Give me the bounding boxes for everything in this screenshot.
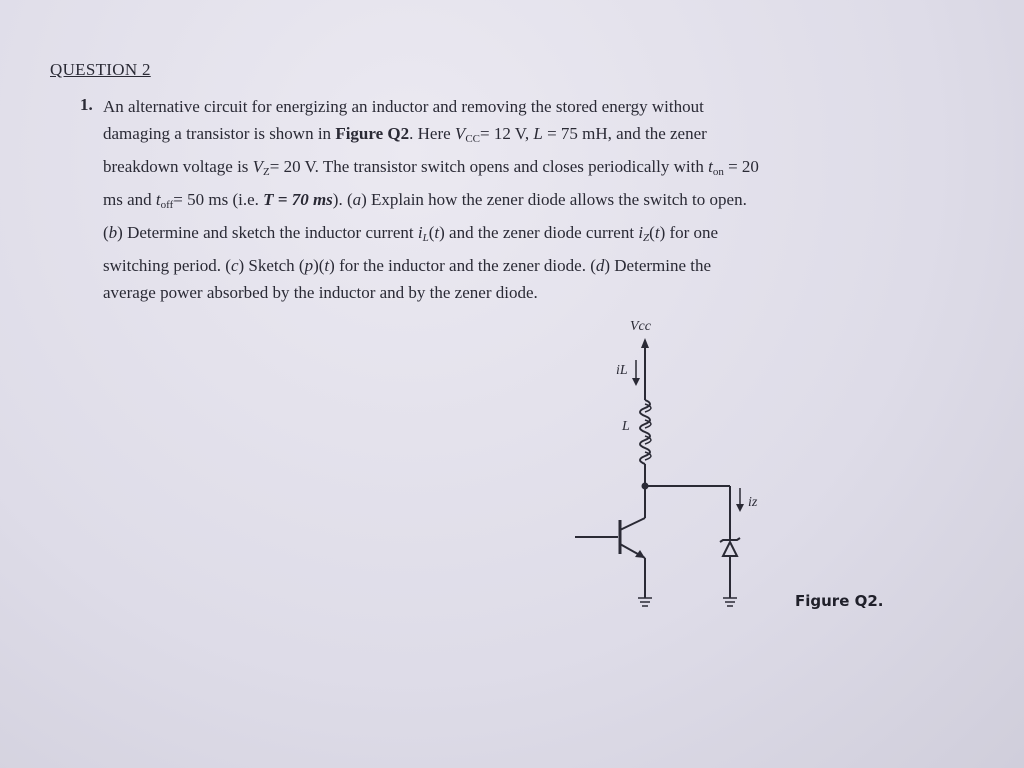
ground-icon (638, 598, 652, 606)
il-arrowhead-icon (632, 378, 640, 386)
transistor-collector-icon (620, 518, 645, 530)
iz-label: iz (748, 495, 758, 510)
question-line: ms and $t_{off}= 50$ ms (i.e. T = 70 ms). (a) Explain how the zener diode allows the switch to open. (103, 190, 747, 211)
question-line: (b) Determine and sketch the inductor current $i_L(t)$ and the zener diode current $i_Z(t)$ for one (103, 223, 719, 244)
vcc-label: Vcc (630, 319, 651, 334)
question-text (103, 93, 923, 306)
question-line: average power absorbed by the inductor and by the zener diode. (103, 283, 538, 302)
circuit-diagram (560, 300, 790, 620)
inductor-coil-icon (640, 400, 650, 464)
question-line: switching period. (c) Sketch (p)(t) for the inductor and the zener diode. (d) Determine the (103, 256, 712, 275)
iz-arrowhead-icon (736, 504, 744, 512)
ground-icon (723, 598, 737, 606)
question-number: 1. (80, 95, 93, 114)
vcc-arrow-icon (641, 338, 649, 348)
question-heading: QUESTION 2 (50, 60, 151, 79)
question-line: An alternative circuit for energizing an inductor and removing the stored energy without (103, 97, 704, 116)
zener-diode-icon (723, 542, 737, 556)
l-label: L (622, 419, 630, 434)
question-line: damaging a transistor is shown in Figure Q2. Here $V_{CC}= 12$ V, L = 75 mH, and the zener (103, 124, 707, 145)
il-label: iL (616, 363, 628, 378)
question-line: breakdown voltage is $V_Z= 20$ V. The transistor switch opens and closes periodically with $t_{on} = 20$ (103, 157, 759, 178)
figure-caption: Figure Q2. (795, 592, 884, 610)
